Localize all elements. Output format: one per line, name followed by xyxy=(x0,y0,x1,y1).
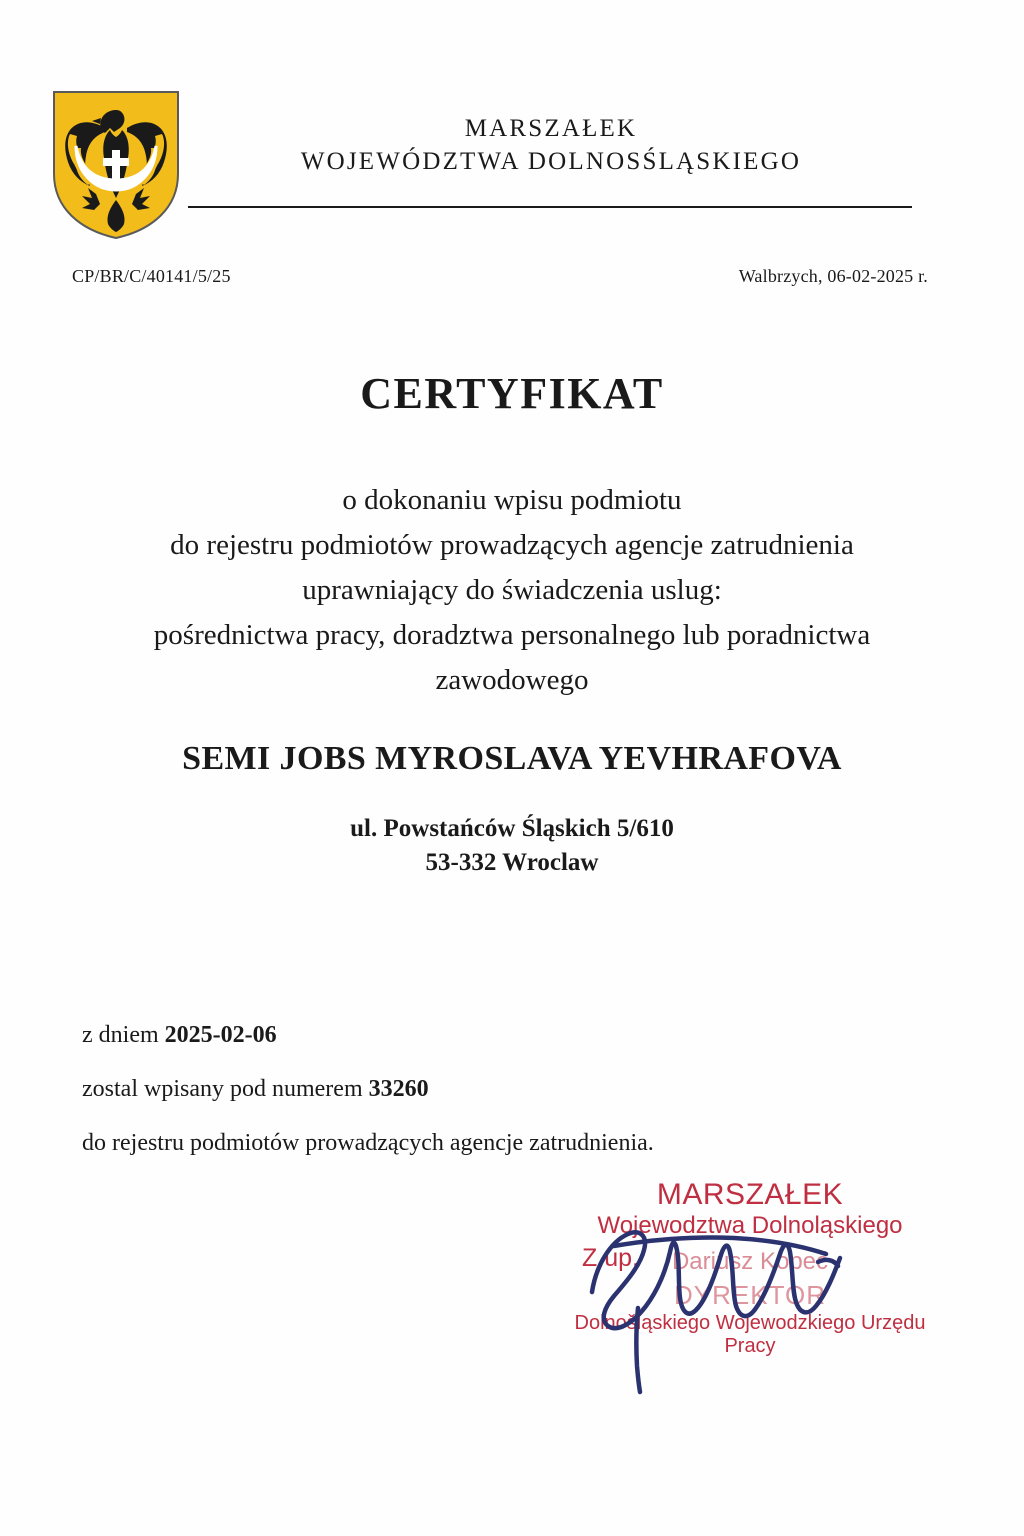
page-title: CERTYFIKAT xyxy=(360,369,664,418)
authority-heading xyxy=(190,112,912,178)
entity-address xyxy=(0,812,1024,880)
registration-date-prefix: z dniem xyxy=(82,1022,165,1048)
purpose-line-2: do rejestru podmiotów prowadzących agencje zatrudnienia xyxy=(170,529,854,561)
stamp-text-block xyxy=(560,1168,940,1398)
entity-city: 53-332 Wroclaw xyxy=(425,849,599,876)
authority-line-1: MARSZAŁEK xyxy=(464,115,638,142)
header-divider xyxy=(188,206,912,208)
stamp-line-6: Dolnošląskiego Wojewodzkiego Urzędu Pracy xyxy=(574,1312,926,1357)
registration-number-prefix: zostal wpisany pod numerem xyxy=(82,1076,369,1102)
registration-number-value: 33260 xyxy=(368,1076,429,1102)
purpose-line-4: pośrednictwa pracy, doradztwa personalnego lub poradnictwa xyxy=(153,619,871,651)
stamp-line-1: MARSZAŁEK xyxy=(656,1178,844,1211)
coat-of-arms-icon xyxy=(48,88,184,240)
entity-name: SEMI JOBS MYROSLAVA YEVHRAFOVA xyxy=(182,740,842,777)
registration-date-line xyxy=(82,1022,654,1049)
official-stamp xyxy=(560,1168,940,1398)
stamp-line-5: DYREKTOR xyxy=(674,1280,826,1310)
registration-date-value: 2025-02-06 xyxy=(164,1022,277,1048)
purpose-line-3: uprawniający do świadczenia uslug: xyxy=(302,574,722,606)
registration-number-line xyxy=(82,1076,654,1103)
purpose-line-1: o dokonaniu wpisu podmiotu xyxy=(342,484,682,516)
place-and-date: Walbrzych, 06-02-2025 r. xyxy=(738,266,928,286)
stamp-line-3: Z up. xyxy=(582,1244,639,1272)
registration-block xyxy=(82,1022,654,1157)
entity-street: ul. Powstańców Śląskich 5/610 xyxy=(350,815,674,842)
stamp-line-2: Wojewodztwa Dolnoląskiego xyxy=(597,1212,903,1239)
purpose-block xyxy=(0,478,1024,703)
reference-number: CP/BR/C/40141/5/25 xyxy=(72,266,231,286)
registration-register-line: do rejestru podmiotów prowadzących agencje zatrudnienia. xyxy=(82,1130,654,1156)
stamp-line-4: Dariusz Kopeć xyxy=(671,1248,829,1275)
purpose-line-5: zawodowego xyxy=(435,664,589,696)
authority-line-2: WOJEWÓDZTWA DOLNOSŚLĄSKIEGO xyxy=(300,148,802,175)
